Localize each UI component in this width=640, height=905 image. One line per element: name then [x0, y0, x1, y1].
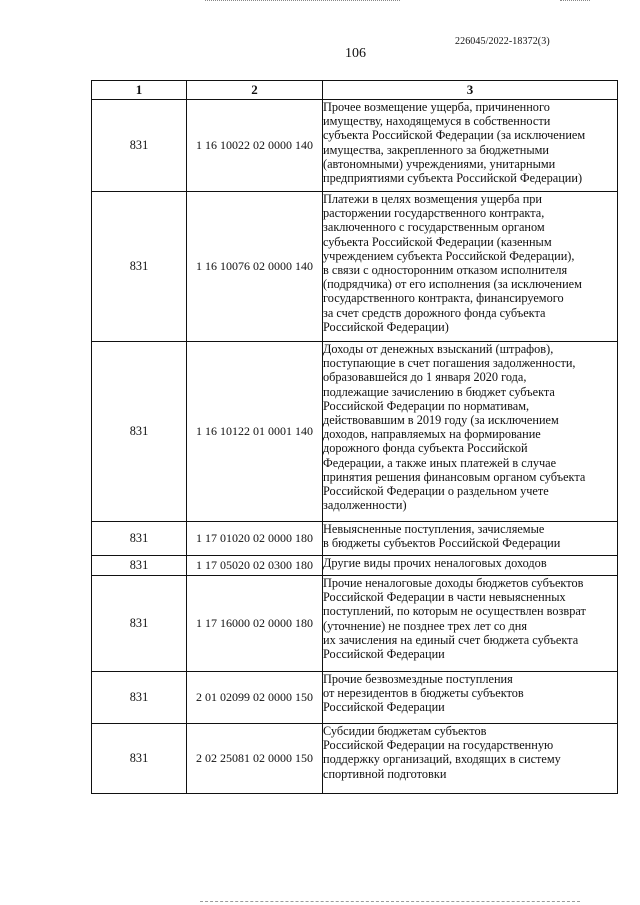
description-line: Прочие безвозмездные поступления [323, 672, 513, 686]
revenue-classification-table [91, 80, 618, 794]
table-row [92, 100, 618, 192]
description-line: в бюджеты субъектов Российской Федерации [323, 536, 561, 551]
description-line: Российской Федерации по нормативам, [323, 398, 530, 413]
table-header-row [92, 81, 618, 100]
description-line: Прочее возмещение ущерба, причиненного [323, 100, 550, 114]
table-row [92, 672, 618, 724]
description-line: поступлений, по которым не осуществлен возврат [323, 604, 586, 619]
budget-code-cell: 1 16 10122 01 0001 140 [187, 342, 323, 522]
description-line: Федерации, а также иных платежей в случае [323, 455, 557, 470]
description-cell [323, 192, 618, 342]
table-row [92, 556, 618, 576]
table-row [92, 192, 618, 342]
description-line: поддержку организаций, входящих в систему [323, 752, 561, 767]
budget-code-cell: 1 16 10076 02 0000 140 [187, 192, 323, 342]
description-line: Доходы от денежных взысканий (штрафов), [323, 342, 554, 356]
description-line: учреждением субъекта Российской Федерации), [323, 248, 575, 263]
description-cell [323, 556, 618, 576]
description-cell [323, 342, 618, 522]
description-line: имущества, закрепленного за бюджетными [323, 142, 550, 157]
description-cell [323, 100, 618, 192]
top-scan-mark [205, 0, 400, 5]
budget-code-cell: 1 17 01020 02 0000 180 [187, 522, 323, 556]
description-line: (уточнение) не позднее трех лет со дня [323, 618, 528, 633]
description-line: Российской Федерации [323, 700, 445, 715]
description-line: субъекта Российской Федерации (казенным [323, 234, 552, 249]
description-line: заключенного с государственным органом [323, 220, 545, 235]
description-cell [323, 522, 618, 556]
page-number: 106 [345, 46, 366, 61]
top-scan-mark-right [560, 0, 590, 5]
description-line: (автономными) учреждениями, унитарными [323, 156, 556, 171]
description-line: Российской Федерации в части невыясненных [323, 590, 566, 605]
description-cell [323, 724, 618, 794]
description-line: Российской Федерации [323, 647, 445, 662]
description-line: образовавшейся до 1 января 2020 года, [323, 370, 527, 385]
description-line: в связи с односторонним отказом исполнителя [323, 263, 568, 278]
description-line: задолженности) [323, 498, 407, 513]
table-row [92, 342, 618, 522]
admin-code-cell: 831 [92, 556, 187, 576]
admin-code-cell: 831 [92, 522, 187, 556]
document-number: 226045/2022-18372(3) [455, 36, 550, 47]
admin-code-cell: 831 [92, 724, 187, 794]
table-body [92, 100, 618, 794]
description-line: действовавшим в 2019 году (за исключением [323, 413, 559, 428]
description-line: спортивной подготовки [323, 766, 447, 781]
column-header-1: 1 [92, 81, 187, 100]
description-line: подлежащие зачислению в бюджет субъекта [323, 384, 555, 399]
description-line: Прочие неналоговые доходы бюджетов субъектов [323, 576, 584, 590]
description-line: доходов, направляемых на формирование [323, 427, 541, 442]
admin-code-cell: 831 [92, 192, 187, 342]
table-row [92, 576, 618, 672]
budget-code-cell: 1 17 05020 02 0300 180 [187, 556, 323, 576]
description-line: расторжении государственного контракта, [323, 206, 545, 221]
description-line: их зачисления на единый счет бюджета субъекта [323, 632, 579, 647]
description-line: (подрядчика) от его исполнения (за исключением [323, 277, 582, 292]
description-line: поступающие в счет погашения задолженности, [323, 356, 576, 371]
description-line: от нерезидентов в бюджеты субъектов [323, 686, 524, 701]
description-line: принятия решения финансовым органом субъекта [323, 469, 586, 484]
admin-code-cell: 831 [92, 342, 187, 522]
column-header-2: 2 [187, 81, 323, 100]
description-cell [323, 672, 618, 724]
description-line: предприятиями субъекта Российской Федерации) [323, 171, 583, 186]
description-cell [323, 576, 618, 672]
bottom-scan-mark [200, 901, 580, 905]
description-line: субъекта Российской Федерации (за исключением [323, 128, 586, 143]
description-line: дорожного фонда субъекта Российской [323, 441, 528, 456]
budget-code-cell: 2 01 02099 02 0000 150 [187, 672, 323, 724]
description-line: Платежи в целях возмещения ущерба при [323, 192, 543, 206]
budget-code-cell: 1 17 16000 02 0000 180 [187, 576, 323, 672]
description-line: за счет средств дорожного фонда субъекта [323, 305, 546, 320]
table-row [92, 522, 618, 556]
budget-code-cell: 1 16 10022 02 0000 140 [187, 100, 323, 192]
description-line: Российской Федерации на государственную [323, 738, 554, 753]
description-line: Невыясненные поступления, зачисляемые [323, 522, 545, 536]
description-line: Российской Федерации) [323, 319, 449, 334]
description-line: Субсидии бюджетам субъектов [323, 724, 487, 738]
description-line: государственного контракта, финансируемого [323, 291, 564, 306]
budget-code-cell: 2 02 25081 02 0000 150 [187, 724, 323, 794]
column-header-3: 3 [323, 81, 618, 100]
description-line: имуществу, находящемуся в собственности [323, 114, 551, 129]
description-line: Другие виды прочих неналоговых доходов [323, 556, 547, 570]
admin-code-cell: 831 [92, 100, 187, 192]
description-line: Российской Федерации о раздельном учете [323, 484, 549, 499]
admin-code-cell: 831 [92, 672, 187, 724]
table-row [92, 724, 618, 794]
admin-code-cell: 831 [92, 576, 187, 672]
